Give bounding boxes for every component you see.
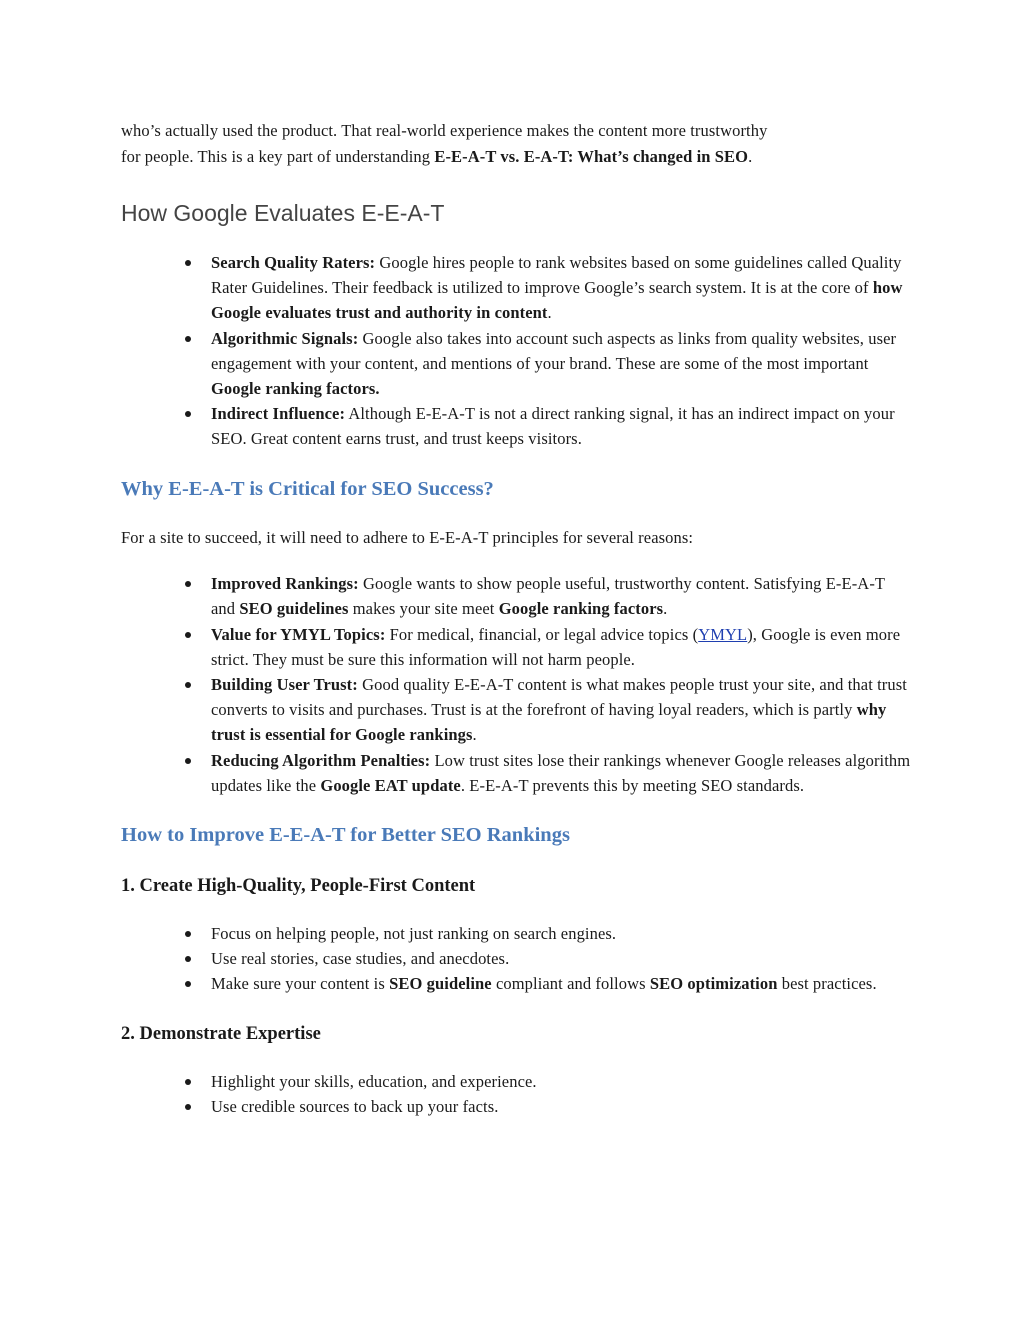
bullet-icon (185, 1079, 191, 1085)
subheading-create-content: 1. Create High-Quality, People-First Content (121, 875, 476, 896)
list-item (211, 326, 911, 402)
item-text-end: . (547, 303, 552, 323)
document-page (121, 118, 911, 1119)
subheading-demonstrate-expertise: 2. Demonstrate Expertise (121, 1023, 321, 1044)
sub1-list (121, 921, 911, 997)
list-item (211, 1094, 911, 1119)
item-bold-label: Building User Trust: (211, 674, 358, 694)
item-text: Use real stories, case studies, and anecdotes. (211, 949, 510, 969)
item-bold-label: Indirect Influence: (211, 404, 346, 424)
bullet-icon (185, 581, 191, 587)
item-bold-label: Improved Rankings: (211, 574, 359, 594)
item-text: Although E-E-A-T is not a direct ranking signal, it has an indirect impact on your SEO. Great content earns trust, and trust keeps visitors. (211, 404, 895, 449)
bullet-icon (185, 931, 191, 937)
section-heading-why-eeat-critical: Why E-E-A-T is Critical for SEO Success? (121, 477, 494, 500)
item-text: Google wants to show people useful, trustworthy content. Satisfying E-E-A-T and (211, 574, 885, 619)
bullet-icon (185, 682, 191, 688)
item-text: ), Google is even more strict. They must be sure this information will not harm people. (211, 624, 901, 669)
sub2-list (121, 1069, 911, 1119)
item-bold-phrase: why trust is essential for Google rankings (211, 700, 887, 745)
intro-line-2: for people. This is a key part of understanding (121, 146, 435, 166)
item-text: Make sure your content is (211, 974, 390, 994)
item-text: compliant and follows (491, 974, 650, 994)
bullet-icon (185, 981, 191, 987)
intro-line-1: who’s actually used the product. That real-world experience makes the content more trustworthy (121, 121, 768, 140)
item-text: Google hires people to rank websites based on some guidelines called Quality Rater Guidelines. Their feedback is utilized to improve Google’s search system. It is at the core of (211, 253, 902, 298)
item-text-end: . (472, 725, 477, 745)
item-bold-phrase: Google EAT update (320, 775, 461, 795)
section2-intro: For a site to succeed, it will need to adhere to E-E-A-T principles for several reasons: (121, 527, 694, 547)
item-bold-phrase: Google ranking factors. (211, 379, 380, 399)
list-item (211, 672, 911, 748)
bullet-icon (185, 260, 191, 266)
intro-bold-phrase: E-E-A-T vs. E-A-T: What’s changed in SEO (434, 146, 749, 166)
list-item (211, 748, 911, 798)
item-text: Low trust sites lose their rankings whenever Google releases algorithm updates like the (211, 750, 911, 795)
item-bold-phrase: SEO guidelines (239, 599, 349, 619)
item-bold-label: Algorithmic Signals: (211, 328, 359, 348)
item-text: Use credible sources to back up your facts. (211, 1096, 499, 1116)
item-bold-label: Search Quality Raters: (211, 253, 376, 272)
item-text-end: . E-E-A-T prevents this by meeting SEO standards. (460, 775, 805, 795)
item-text: For medical, financial, or legal advice topics ( (385, 624, 699, 644)
bullet-icon (185, 336, 191, 342)
item-bold-phrase: how Google evaluates trust and authority in content (211, 278, 903, 323)
list-item (211, 401, 911, 451)
item-bold-phrase: Google ranking factors (498, 599, 664, 619)
section-heading-how-google-evaluates: How Google Evaluates E-E-A-T (121, 200, 445, 226)
ymyl-link[interactable]: YMYL (698, 624, 748, 644)
bullet-icon (185, 956, 191, 962)
bullet-icon (185, 632, 191, 638)
list-item (211, 1069, 911, 1094)
list-item (211, 622, 911, 672)
item-text: Highlight your skills, education, and experience. (211, 1071, 537, 1091)
section2-list (121, 571, 911, 798)
item-bold-phrase: SEO guideline (389, 974, 492, 994)
item-bold-phrase: SEO optimization (649, 974, 778, 994)
list-item (211, 571, 911, 621)
bullet-icon (185, 1104, 191, 1110)
item-bold-label: Value for YMYL Topics: (211, 624, 386, 644)
bullet-icon (185, 758, 191, 764)
intro-paragraph (121, 118, 911, 169)
item-text-end: best practices. (777, 974, 877, 994)
item-text: Focus on helping people, not just ranking on search engines. (211, 923, 617, 943)
section-heading-how-to-improve: How to Improve E-E-A-T for Better SEO Rankings (121, 823, 570, 846)
intro-period: . (748, 146, 753, 166)
bullet-icon (185, 411, 191, 417)
item-text: Google also takes into account such aspects as links from quality websites, user engagement with your content, and mentions of your brand. These are some of the most important (211, 328, 897, 373)
item-text: Good quality E-E-A-T content is what makes people trust your site, and that trust converts to visits and purchases. Trust is at the forefront of having loyal readers, which is partly (211, 674, 907, 720)
list-item (211, 250, 911, 326)
item-bold-label: Reducing Algorithm Penalties: (211, 750, 431, 770)
list-item (211, 946, 911, 971)
item-text: makes your site meet (348, 599, 499, 619)
list-item (211, 971, 911, 996)
item-text-end: . (663, 599, 668, 619)
list-item (211, 921, 911, 946)
section1-list (121, 250, 911, 452)
